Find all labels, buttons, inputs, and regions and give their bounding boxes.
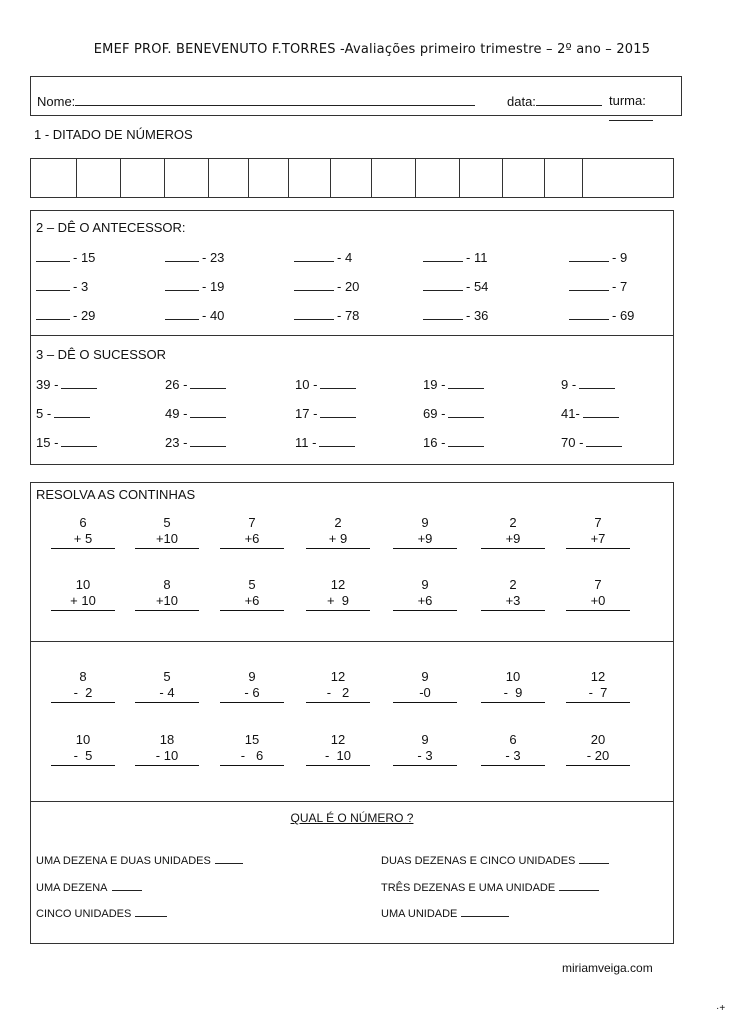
arithmetic-problem[interactable]: [393, 515, 457, 549]
predecessor-item[interactable]: [423, 278, 488, 294]
answer-blank[interactable]: [112, 880, 142, 891]
operator-operand: - 2: [51, 685, 115, 703]
answer-blank[interactable]: [448, 376, 484, 389]
arithmetic-problem[interactable]: [220, 515, 284, 549]
dictation-cell: [76, 159, 77, 197]
dictation-cell: [502, 159, 503, 197]
successor-number: 69 -: [423, 406, 446, 421]
successor-number: 17 -: [295, 406, 318, 421]
predecessor-number: - 36: [466, 308, 489, 323]
answer-blank[interactable]: [190, 434, 226, 447]
arithmetic-problem[interactable]: [51, 515, 115, 549]
arithmetic-problem[interactable]: [135, 669, 199, 703]
operand: 18: [159, 732, 175, 747]
operand: 20: [590, 732, 606, 747]
arithmetic-problem[interactable]: [566, 669, 630, 703]
operand: 12: [330, 732, 346, 747]
operator-operand: +0: [566, 593, 630, 611]
divider: [31, 801, 673, 802]
operand: 5: [248, 577, 256, 592]
successor-number: 9 -: [561, 377, 577, 392]
answer-blank[interactable]: [583, 405, 619, 418]
answer-blank[interactable]: [294, 249, 334, 262]
predecessor-box: [30, 210, 674, 336]
operator-operand: +3: [481, 593, 545, 611]
question-text: UMA DEZENA: [36, 882, 108, 894]
arithmetic-problem[interactable]: [393, 669, 457, 703]
dictation-cell: [371, 159, 372, 197]
class-field[interactable]: [609, 93, 681, 124]
arithmetic-problem[interactable]: [51, 577, 115, 611]
operator-operand: +9: [393, 531, 457, 549]
arithmetic-problem[interactable]: [51, 732, 115, 766]
arithmetic-problem[interactable]: [135, 577, 199, 611]
predecessor-number: - 20: [337, 279, 360, 294]
operand: 15: [244, 732, 260, 747]
predecessor-item[interactable]: [36, 249, 95, 265]
answer-blank[interactable]: [165, 307, 199, 320]
predecessor-item[interactable]: [36, 278, 88, 294]
predecessor-number: - 4: [337, 250, 353, 265]
operator-operand: -0: [393, 685, 457, 703]
answer-blank[interactable]: [36, 278, 70, 291]
predecessor-number: - 69: [612, 308, 635, 323]
operand: 2: [509, 577, 517, 592]
successor-number: 39 -: [36, 377, 59, 392]
answer-blank[interactable]: [579, 376, 615, 389]
predecessor-number: - 15: [73, 250, 96, 265]
successor-item[interactable]: [295, 434, 355, 450]
operator-operand: + 9: [306, 531, 370, 549]
section4-title: RESOLVA AS CONTINHAS: [36, 487, 196, 502]
answer-blank[interactable]: [423, 307, 463, 320]
successor-item[interactable]: [423, 405, 484, 421]
dictation-cell: [248, 159, 249, 197]
arithmetic-problem[interactable]: [135, 515, 199, 549]
operator-operand: - 2: [306, 685, 370, 703]
section5-title: QUAL É O NÚMERO ?: [290, 811, 414, 825]
operand: 8: [163, 577, 171, 592]
answer-blank[interactable]: [165, 278, 199, 291]
operand: 5: [163, 669, 171, 684]
operator-operand: +9: [481, 531, 545, 549]
answer-blank[interactable]: [569, 249, 609, 262]
operator-operand: + 10: [51, 593, 115, 611]
number-question[interactable]: [381, 906, 509, 920]
predecessor-item[interactable]: [294, 307, 359, 323]
operand: 7: [594, 577, 602, 592]
operand: 7: [248, 515, 256, 530]
operand: 12: [590, 669, 606, 684]
dictation-cell: [415, 159, 416, 197]
arithmetic-problem[interactable]: [481, 669, 545, 703]
predecessor-number: - 7: [612, 279, 628, 294]
successor-number: 23 -: [165, 435, 188, 450]
operand: 2: [334, 515, 342, 530]
arithmetic-problem[interactable]: [566, 732, 630, 766]
arithmetic-problem[interactable]: [306, 515, 370, 549]
predecessor-number: - 40: [202, 308, 225, 323]
name-field[interactable]: [37, 93, 475, 109]
arithmetic-problem[interactable]: [393, 577, 457, 611]
operator-operand: - 20: [566, 748, 630, 766]
answer-blank[interactable]: [579, 853, 609, 864]
arithmetic-problem[interactable]: [481, 577, 545, 611]
predecessor-item[interactable]: [165, 307, 224, 323]
answer-blank[interactable]: [61, 376, 97, 389]
dictation-grid[interactable]: [30, 158, 674, 198]
operator-operand: +10: [135, 593, 199, 611]
operator-operand: - 9: [481, 685, 545, 703]
predecessor-number: - 9: [612, 250, 628, 265]
successor-item[interactable]: [165, 405, 226, 421]
number-question[interactable]: [381, 853, 609, 867]
operand: 9: [421, 732, 429, 747]
student-info-box: [30, 76, 682, 116]
operand: 10: [505, 669, 521, 684]
successor-item[interactable]: [165, 434, 226, 450]
predecessor-item[interactable]: [165, 278, 224, 294]
operand: 12: [330, 577, 346, 592]
number-question[interactable]: [381, 880, 599, 894]
successor-number: 10 -: [295, 377, 318, 392]
dictation-cell: [544, 159, 545, 197]
arithmetic-problem[interactable]: [393, 732, 457, 766]
answer-blank[interactable]: [448, 405, 484, 418]
successor-item[interactable]: [36, 376, 97, 392]
predecessor-number: - 78: [337, 308, 360, 323]
predecessor-item[interactable]: [423, 307, 488, 323]
predecessor-item[interactable]: [423, 249, 487, 265]
operand: 12: [330, 669, 346, 684]
dictation-cell: [120, 159, 121, 197]
answer-blank[interactable]: [215, 853, 243, 864]
dictation-cell: [459, 159, 460, 197]
predecessor-item[interactable]: [294, 249, 352, 265]
arithmetic-problem[interactable]: [220, 732, 284, 766]
predecessor-number: - 19: [202, 279, 225, 294]
answer-blank[interactable]: [320, 376, 356, 389]
section1-title: 1 - DITADO DE NÚMEROS: [34, 127, 193, 142]
successor-item[interactable]: [165, 376, 226, 392]
operand: 8: [79, 669, 87, 684]
operator-operand: + 5: [51, 531, 115, 549]
answer-blank[interactable]: [423, 249, 463, 262]
successor-item[interactable]: [295, 376, 356, 392]
section3-title: 3 – DÊ O SUCESSOR: [36, 347, 167, 362]
arithmetic-problem[interactable]: [481, 515, 545, 549]
operand: 6: [79, 515, 87, 530]
answer-blank[interactable]: [319, 434, 355, 447]
operand: 7: [594, 515, 602, 530]
predecessor-item[interactable]: [569, 278, 627, 294]
successor-item[interactable]: [561, 405, 619, 421]
answer-blank[interactable]: [135, 906, 167, 917]
arithmetic-problem[interactable]: [51, 669, 115, 703]
answer-blank[interactable]: [294, 278, 334, 291]
operand: 2: [509, 515, 517, 530]
successor-number: 70 -: [561, 435, 584, 450]
operand: 9: [248, 669, 256, 684]
question-text: CINCO UNIDADES: [36, 908, 132, 920]
predecessor-item[interactable]: [569, 249, 627, 265]
name-label: Nome:: [37, 94, 76, 109]
dictation-cell: [582, 159, 583, 197]
dictation-cell: [208, 159, 209, 197]
operator-operand: +7: [566, 531, 630, 549]
class-label: turma:: [609, 93, 646, 108]
number-question[interactable]: [36, 853, 243, 867]
successor-item[interactable]: [423, 376, 484, 392]
answer-blank[interactable]: [569, 278, 609, 291]
successor-number: 26 -: [165, 377, 188, 392]
answer-blank[interactable]: [190, 376, 226, 389]
predecessor-number: - 11: [466, 250, 488, 265]
successor-box: [30, 335, 674, 465]
operand: 9: [421, 515, 429, 530]
operator-operand: - 7: [566, 685, 630, 703]
dictation-cell: [164, 159, 165, 197]
scan-mark: ·+: [716, 1003, 726, 1014]
operator-operand: - 6: [220, 685, 284, 703]
successor-number: 49 -: [165, 406, 188, 421]
answer-blank[interactable]: [61, 434, 97, 447]
arithmetic-problem[interactable]: [566, 515, 630, 549]
operator-operand: - 6: [220, 748, 284, 766]
answer-blank[interactable]: [54, 405, 90, 418]
predecessor-number: - 29: [73, 308, 96, 323]
arithmetic-box: [30, 482, 674, 944]
operator-operand: - 5: [51, 748, 115, 766]
successor-number: 19 -: [423, 377, 446, 392]
predecessor-item[interactable]: [36, 307, 95, 323]
date-field[interactable]: [507, 93, 602, 109]
operand: 9: [421, 669, 429, 684]
answer-blank[interactable]: [36, 307, 70, 320]
answer-blank[interactable]: [448, 434, 484, 447]
arithmetic-problem[interactable]: [566, 577, 630, 611]
operand: 10: [75, 732, 91, 747]
section2-title: 2 – DÊ O ANTECESSOR:: [36, 220, 186, 235]
divider: [31, 641, 673, 642]
answer-blank[interactable]: [423, 278, 463, 291]
operator-operand: - 3: [393, 748, 457, 766]
successor-item[interactable]: [561, 376, 615, 392]
number-question[interactable]: [36, 906, 167, 920]
page-title: EMEF PROF. BENEVENUTO F.TORRES -Avaliações primeiro trimestre – 2º ano – 2015: [93, 42, 651, 57]
operator-operand: +6: [220, 593, 284, 611]
operand: 5: [163, 515, 171, 530]
date-label: data:: [507, 94, 536, 109]
successor-item[interactable]: [561, 434, 622, 450]
site-credit: miriamveiga.com: [562, 961, 653, 975]
dictation-cell: [330, 159, 331, 197]
answer-blank[interactable]: [586, 434, 622, 447]
arithmetic-problem[interactable]: [135, 732, 199, 766]
number-question[interactable]: [36, 880, 142, 894]
operand: 6: [509, 732, 517, 747]
question-text: TRÊS DEZENAS E UMA UNIDADE: [381, 882, 556, 894]
operator-operand: +6: [220, 531, 284, 549]
answer-blank[interactable]: [36, 249, 70, 262]
operator-operand: - 3: [481, 748, 545, 766]
operator-operand: - 4: [135, 685, 199, 703]
predecessor-number: - 23: [202, 250, 225, 265]
operator-operand: +6: [393, 593, 457, 611]
answer-blank[interactable]: [461, 906, 509, 917]
successor-number: 41-: [561, 406, 580, 421]
arithmetic-problem[interactable]: [481, 732, 545, 766]
answer-blank[interactable]: [569, 307, 609, 320]
arithmetic-problem[interactable]: [306, 577, 370, 611]
answer-blank[interactable]: [320, 405, 356, 418]
dictation-cell: [288, 159, 289, 197]
predecessor-item[interactable]: [165, 249, 224, 265]
successor-number: 16 -: [423, 435, 446, 450]
question-text: UMA DEZENA E DUAS UNIDADES: [36, 855, 211, 867]
successor-item[interactable]: [36, 405, 90, 421]
answer-blank[interactable]: [294, 307, 334, 320]
arithmetic-problem[interactable]: [306, 732, 370, 766]
predecessor-number: - 54: [466, 279, 489, 294]
operator-operand: + 9: [306, 593, 370, 611]
arithmetic-problem[interactable]: [220, 577, 284, 611]
operator-operand: - 10: [135, 748, 199, 766]
predecessor-item[interactable]: [569, 307, 634, 323]
answer-blank[interactable]: [190, 405, 226, 418]
answer-blank[interactable]: [165, 249, 199, 262]
operator-operand: - 10: [306, 748, 370, 766]
successor-number: 5 -: [36, 406, 52, 421]
successor-item[interactable]: [36, 434, 97, 450]
predecessor-number: - 3: [73, 279, 89, 294]
successor-number: 15 -: [36, 435, 59, 450]
arithmetic-problem[interactable]: [306, 669, 370, 703]
answer-blank[interactable]: [559, 880, 599, 891]
successor-number: 11 -: [295, 435, 317, 450]
predecessor-item[interactable]: [294, 278, 359, 294]
question-text: DUAS DEZENAS E CINCO UNIDADES: [381, 855, 576, 867]
successor-item[interactable]: [295, 405, 356, 421]
operand: 9: [421, 577, 429, 592]
operand: 10: [75, 577, 91, 592]
successor-item[interactable]: [423, 434, 484, 450]
operator-operand: +10: [135, 531, 199, 549]
question-text: UMA UNIDADE: [381, 908, 458, 920]
arithmetic-problem[interactable]: [220, 669, 284, 703]
